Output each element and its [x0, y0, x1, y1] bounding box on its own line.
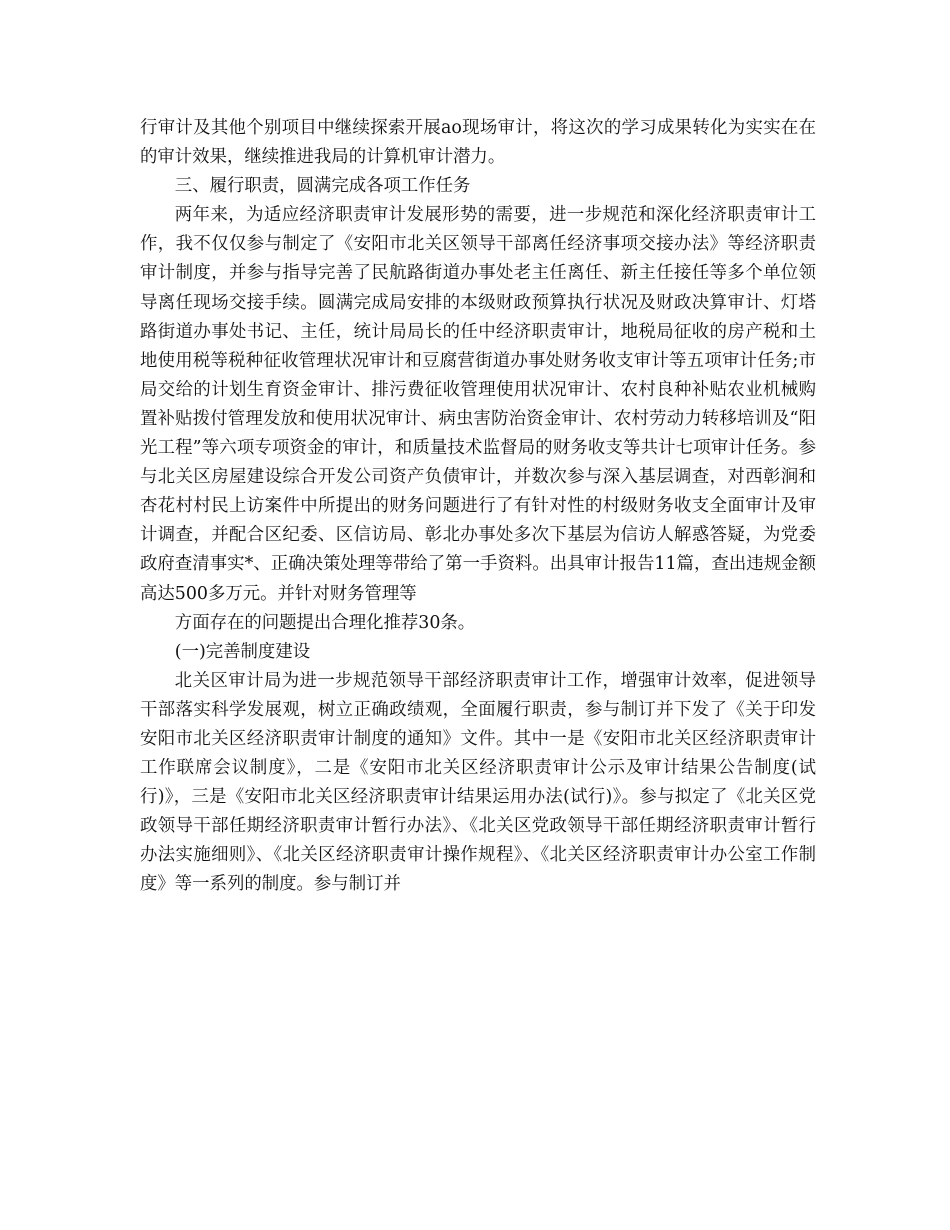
section-heading-3: 三、履行职责，圆满完成各项工作任务 [174, 176, 471, 197]
paragraph-system-building: 北关区审计局为进一步规范领导干部经济职责审计工作，增强审计效率，促进领导干部落实科学发展观，树立正确政绩观，全面履行职责，参与制订并下发了《关于印发安阳市北关区经济职责审计制度的通知》文件。其中一是《安阳市北关区经济职责审计工作联席会议制度》，二是《安阳市北关区经济职责审计公示及审计结果公告制度(试行)》，三是《安阳市北关区经济职责审计结果运用办法(试行)》。参与拟定了《北关区党政领导干部任期经济职责审计暂行办法》、《北关区党政领导干部任期经济职责审计暂行办法实施细则》、《北关区经济职责审计操作规程》、《北关区经济职责审计办公室工作制度》等一系列的制度。参与制订并 [140, 670, 816, 895]
subsection-heading-1: (一)完善制度建设 [174, 641, 311, 662]
document-body [140, 114, 816, 900]
paragraph-two-years-summary: 两年来，为适应经济职责审计发展形势的需要，进一步规范和深化经济职责审计工作，我不仅仅参与制定了《安阳市北关区领导干部离任经济事项交接办法》等经济职责审计制度，并参与指导完善了民航路街道办事处老主任离任、新主任接任等多个单位领导离任现场交接手续。圆满完成局安排的本级财政预算执行状况及财政决算审计、灯塔路街道办事处书记、主任，统计局局长的任中经济职责审计，地税局征收的房产税和土地使用税等税种征收管理状况审计和豆腐营街道办事处财务收支审计等五项审计任务;市局交给的计划生育资金审计、排污费征收管理使用状况审计、农村良种补贴农业机械购置补贴拨付管理发放和使用状况审计、病虫害防治资金审计、农村劳动力转移培训及“阳光工程”等六项专项资金的审计，和质量技术监督局的财务收支等共计七项审计任务。参与北关区房屋建设综合开发公司资产负债审计，并数次参与深入基层调查，对西彰涧和杏花村村民上访案件中所提出的财务问题进行了有针对性的村级财务收支全面审计及审计调查，并配合区纪委、区信访局、彰北办事处多次下基层为信访人解惑答疑，为党委政府查清事实*、正确决策处理等带给了第一手资料。出具审计报告11篇，查出违规金额高达500多万元。并针对财务管理等 [140, 205, 816, 604]
paragraph-continuation: 行审计及其他个别项目中继续探索开展ao现场审计，将这次的学习成果转化为实实在在的审计效果，继续推进我局的计算机审计潜力。 [140, 118, 816, 168]
paragraph-recommendations: 方面存在的问题提出合理化推荐30条。 [174, 612, 476, 633]
